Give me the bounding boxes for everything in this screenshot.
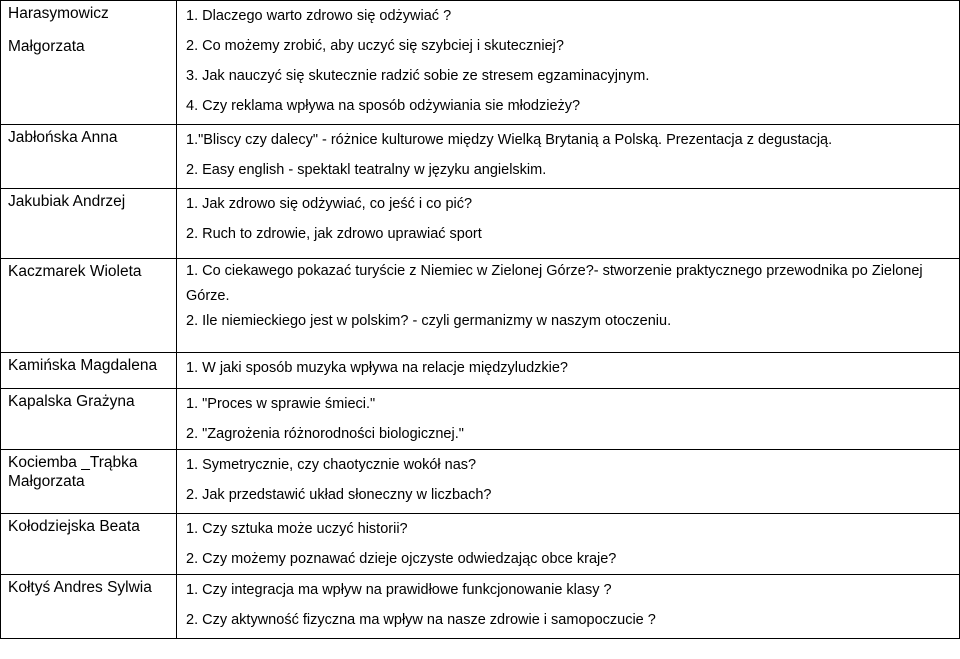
topic-item: 1. Co ciekawego pokazać turyście z Niemiec w Zielonej Górze?- stworzenie praktycznego przewodnika po Zielonej Górze. — [186, 263, 923, 304]
topic-item: 2. Jak przedstawić układ słoneczny w liczbach? — [186, 487, 492, 503]
teacher-name: Kołtyś Andres Sylwia — [8, 579, 152, 596]
topic-item: 4. Czy reklama wpływa na sposób odżywiania sie młodzieży? — [186, 98, 581, 114]
table-row — [1, 353, 960, 389]
teacher-name: Kołodziejska Beata — [8, 518, 140, 535]
teacher-name: Kaczmarek Wioleta — [8, 263, 142, 280]
table-row — [1, 1, 960, 125]
topic-item: 1. Czy sztuka może uczyć historii? — [186, 521, 408, 537]
topic-item: 2. Easy english - spektakl teatralny w języku angielskim. — [186, 162, 547, 178]
teacher-name: Jabłońska Anna — [8, 129, 118, 146]
topic-item: 1. Czy integracja ma wpływ na prawidłowe funkcjonowanie klasy ? — [186, 582, 612, 598]
topic-item: 3. Jak nauczyć się skutecznie radzić sobie ze stresem egzaminacyjnym. — [186, 68, 650, 84]
topic-item: 1. Jak zdrowo się odżywiać, co jeść i co pić? — [186, 196, 473, 212]
topic-item: 1."Bliscy czy dalecy" - różnice kulturowe między Wielką Brytanią a Polską. Prezentacja z degustacją. — [186, 132, 833, 148]
topic-item: 2. Czy możemy poznawać dzieje ojczyste odwiedzając obce kraje? — [186, 551, 617, 567]
topic-item: 2. Co możemy zrobić, aby uczyć się szybciej i skuteczniej? — [186, 38, 564, 54]
teacher-name-cell — [1, 125, 177, 189]
topic-item: 1. W jaki sposób muzyka wpływa na relacje międzyludzkie? — [186, 360, 568, 376]
teacher-name-cell — [1, 514, 177, 575]
topics-cell — [177, 450, 960, 514]
topics-cell — [177, 259, 960, 353]
table-row — [1, 450, 960, 514]
topic-item: 2. "Zagrożenia różnorodności biologicznej." — [186, 426, 464, 442]
table-row — [1, 259, 960, 353]
table-row — [1, 125, 960, 189]
topic-item: 1. Symetrycznie, czy chaotycznie wokół nas? — [186, 457, 477, 473]
teacher-name-cell — [1, 450, 177, 514]
table-row — [1, 575, 960, 639]
teacher-name-cell — [1, 259, 177, 353]
table-row — [1, 514, 960, 575]
topic-item: 1. Dlaczego warto zdrowo się odżywiać ? — [186, 8, 452, 24]
topics-cell — [177, 575, 960, 639]
teacher-name: Kapalska Grażyna — [8, 393, 135, 410]
topics-cell — [177, 514, 960, 575]
topics-cell — [177, 125, 960, 189]
topics-cell — [177, 389, 960, 450]
topics-cell — [177, 189, 960, 259]
teacher-name-cell — [1, 189, 177, 259]
teacher-name: Kamińska Magdalena — [8, 357, 158, 374]
topic-item: 2. Czy aktywność fizyczna ma wpływ na nasze zdrowie i samopoczucie ? — [186, 612, 656, 628]
table-row — [1, 189, 960, 259]
topics-cell — [177, 1, 960, 125]
teacher-name: Małgorzata — [8, 38, 85, 55]
teacher-name-cell — [1, 389, 177, 450]
teacher-name: Harasymowicz — [8, 5, 109, 22]
topic-item: 2. Ruch to zdrowie, jak zdrowo uprawiać sport — [186, 226, 482, 242]
teacher-name: Kociemba _Trąbka Małgorzata — [8, 454, 138, 490]
topic-item: 1. "Proces w sprawie śmieci." — [186, 396, 376, 412]
topics-cell — [177, 353, 960, 389]
table-row — [1, 389, 960, 450]
teacher-name-cell — [1, 353, 177, 389]
teacher-name-cell — [1, 575, 177, 639]
teacher-name: Jakubiak Andrzej — [8, 193, 126, 210]
teacher-name-cell — [1, 1, 177, 125]
topic-item: 2. Ile niemieckiego jest w polskim? - czyli germanizmy w naszym otoczeniu. — [186, 313, 672, 329]
